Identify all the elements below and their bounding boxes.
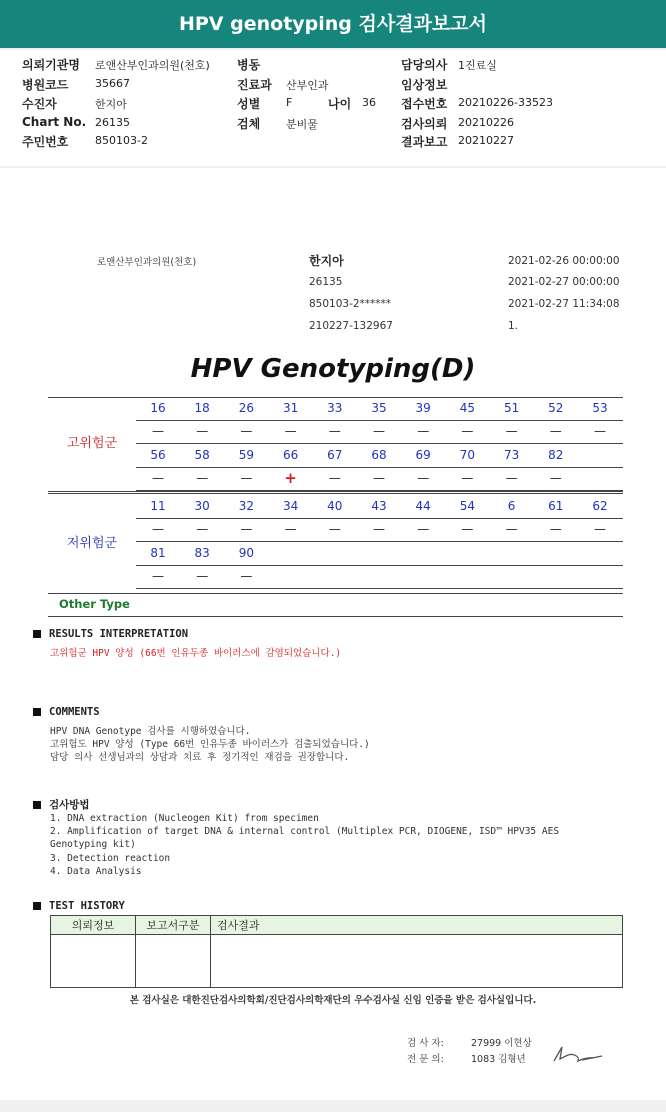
- negative-result-cell: —: [196, 569, 209, 583]
- negative-result-cell: —: [328, 522, 341, 536]
- hpv-type-cell: 51: [503, 401, 520, 415]
- negative-result-cell: —: [417, 471, 430, 485]
- patient-receipt: 210227-132967: [309, 320, 393, 332]
- hpv-type-cell: 73: [503, 448, 520, 462]
- hpv-type-cell: 61: [548, 499, 564, 513]
- date-reported: 2021-02-27 11:34:08: [508, 298, 620, 310]
- specimen-label: 검체: [237, 117, 261, 131]
- receipt-label: 접수번호: [401, 97, 448, 111]
- hpv-type-cell: 82: [548, 448, 564, 462]
- method-line-2: 2. Amplification of target DNA & internal control (Multiplex PCR, DIOGENE, ISD™ HPV35 AES: [50, 826, 560, 837]
- patient-rrn: 850103-2******: [309, 298, 392, 310]
- hpv-type-cell: 33: [327, 401, 343, 415]
- negative-result-cell: —: [505, 424, 518, 438]
- history-heading: TEST HISTORY: [33, 900, 125, 912]
- negative-result-cell: —: [328, 471, 341, 485]
- hpv-type-cell: 45: [459, 401, 476, 415]
- negative-result-cell: —: [328, 424, 341, 438]
- patient-label: 수진자: [22, 97, 57, 111]
- square-bullet-icon: [33, 902, 41, 910]
- hpv-type-cell: 70: [459, 448, 476, 462]
- hpv-type-cell: 40: [327, 499, 343, 513]
- negative-result-cell: —: [152, 569, 164, 583]
- rrn-value: 850103-2: [95, 134, 148, 147]
- ward-label: 병동: [237, 58, 261, 72]
- hpv-type-cell: 6: [507, 499, 516, 513]
- negative-result-cell: —: [240, 569, 253, 583]
- date-collected: 2021-02-26 00:00:00: [508, 255, 620, 267]
- hpv-type-cell: 62: [592, 499, 608, 513]
- hpv-type-cell: 18: [194, 401, 210, 415]
- negative-result-cell: —: [417, 424, 430, 438]
- clinical-label: 임상정보: [401, 78, 448, 92]
- results-text: 고위험군 HPV 양성 (66번 인유두종 바이러스에 감염되었습니다.): [50, 648, 342, 659]
- age-value: 36: [362, 96, 376, 109]
- method-line-5: 4. Data Analysis: [50, 866, 142, 877]
- specimen-value: 분비물: [286, 118, 318, 131]
- hpv-type-cell: 58: [194, 448, 210, 462]
- doctor-label: 담당의사: [401, 58, 448, 72]
- hpv-type-cell: 26: [238, 401, 255, 415]
- negative-result-cell: —: [240, 471, 253, 485]
- rrn-label: 주민번호: [22, 135, 69, 149]
- hpv-type-cell: 39: [415, 401, 431, 415]
- hpv-type-cell: 66: [282, 448, 299, 462]
- date-received: 2021-02-27 00:00:00: [508, 276, 620, 288]
- institution-label: 의뢰기관명: [22, 58, 80, 72]
- square-bullet-icon: [33, 801, 41, 809]
- receipt-value: 20210226-33523: [458, 96, 553, 109]
- negative-result-cell: —: [461, 424, 474, 438]
- negative-result-cell: —: [594, 424, 606, 438]
- hpv-type-cell: 52: [548, 401, 564, 415]
- comments-line-1: HPV DNA Genotype 검사를 시행하였습니다.: [50, 726, 251, 737]
- dept-value: 산부인과: [286, 79, 329, 92]
- other-type-label: Other Type: [59, 597, 130, 611]
- examiner-value: 27999 이현상: [471, 1038, 532, 1049]
- chart-value: 26135: [95, 116, 130, 129]
- hospital-code-label: 병원코드: [22, 78, 69, 92]
- report-label: 결과보고: [401, 135, 448, 149]
- high-risk-group-label: 고위험군: [66, 436, 118, 451]
- signature-image: [552, 1041, 608, 1067]
- negative-result-cell: —: [196, 522, 209, 536]
- hpv-type-cell: 35: [371, 401, 387, 415]
- genotype-table: [48, 397, 623, 619]
- dept-label: 진료과: [237, 78, 272, 92]
- results-heading: RESULTS INTERPRETATION: [33, 628, 188, 640]
- hospital-code-value: 35667: [95, 77, 130, 90]
- negative-result-cell: —: [196, 471, 209, 485]
- chart-label: Chart No.: [22, 115, 87, 129]
- square-bullet-icon: [33, 708, 41, 716]
- request-value: 20210226: [458, 116, 514, 129]
- hpv-type-cell: 11: [150, 499, 166, 513]
- hpv-type-cell: 67: [327, 448, 343, 462]
- negative-result-cell: —: [373, 471, 385, 485]
- negative-result-cell: —: [152, 471, 164, 485]
- method-line-1: 1. DNA extraction (Nucleogen Kit) from specimen: [50, 813, 319, 824]
- negative-result-cell: —: [549, 424, 562, 438]
- comments-line-3: 담당 의사 선생님과의 상담과 치료 후 정기적인 재검을 권장합니다.: [50, 752, 350, 763]
- patient-name: 한지아: [309, 254, 344, 268]
- negative-result-cell: —: [417, 522, 430, 536]
- method-heading: 검사방법: [33, 797, 90, 812]
- report-paper: [0, 168, 666, 1100]
- sequence-number: 1.: [508, 320, 519, 332]
- institution-value: 로앤산부인과의원(천호): [95, 59, 210, 72]
- specialist-label: 전 문 의:: [407, 1054, 444, 1065]
- hpv-type-cell: 54: [459, 499, 476, 513]
- page-footer-band: [0, 1100, 666, 1112]
- group-divider: [48, 491, 623, 494]
- hpv-type-cell: 43: [371, 499, 387, 513]
- hpv-type-cell: 81: [150, 546, 166, 560]
- method-line-4: 3. Detection reaction: [50, 853, 171, 864]
- doctor-value: 1진료실: [458, 59, 497, 72]
- square-bullet-icon: [33, 630, 41, 638]
- hpv-type-cell: 30: [194, 499, 210, 513]
- history-table: [50, 915, 623, 988]
- negative-result-cell: —: [549, 471, 562, 485]
- negative-result-cell: —: [373, 424, 385, 438]
- hpv-type-cell: 59: [238, 448, 255, 462]
- negative-result-cell: —: [284, 522, 297, 536]
- method-line-3: Genotyping kit): [50, 839, 136, 850]
- low-risk-group-label: 저위험군: [66, 536, 118, 551]
- negative-result-cell: —: [284, 424, 297, 438]
- hpv-type-cell: 68: [371, 448, 387, 462]
- sex-value: F: [286, 96, 293, 109]
- negative-result-cell: —: [152, 424, 164, 438]
- hpv-type-cell: 34: [282, 499, 299, 513]
- negative-result-cell: —: [461, 471, 474, 485]
- hpv-type-cell: 53: [592, 401, 608, 415]
- history-col-result: 검사결과: [211, 916, 623, 935]
- history-col-request: 의뢰정보: [51, 916, 136, 935]
- negative-result-cell: —: [373, 522, 385, 536]
- negative-result-cell: —: [196, 424, 209, 438]
- hpv-type-cell: 44: [415, 499, 431, 513]
- report-main-title: HPV Genotyping(D): [190, 354, 476, 384]
- age-label: 나이: [328, 97, 352, 111]
- negative-result-cell: —: [461, 522, 474, 536]
- hpv-type-cell: 83: [194, 546, 210, 560]
- history-col-report-type: 보고서구분: [136, 916, 211, 935]
- request-label: 검사의뢰: [401, 117, 448, 131]
- patient-chart: 26135: [309, 276, 343, 288]
- hpv-type-cell: 90: [238, 546, 255, 560]
- hpv-type-cell: 16: [150, 401, 166, 415]
- comments-heading: COMMENTS: [33, 706, 100, 718]
- negative-result-cell: —: [505, 471, 518, 485]
- hpv-type-cell: 69: [415, 448, 431, 462]
- negative-result-cell: —: [240, 424, 253, 438]
- negative-result-cell: —: [240, 522, 253, 536]
- hpv-type-cell: 31: [282, 401, 299, 415]
- report-header: [0, 50, 666, 166]
- specialist-value: 1083 김형년: [471, 1054, 526, 1065]
- negative-result-cell: —: [505, 522, 518, 536]
- hpv-type-cell: 32: [238, 499, 255, 513]
- report-title-bar: HPV genotyping 검사결과보고서: [0, 0, 666, 48]
- negative-result-cell: —: [594, 522, 606, 536]
- sex-label: 성별: [237, 97, 261, 111]
- negative-result-cell: —: [549, 522, 562, 536]
- negative-result-cell: —: [152, 522, 164, 536]
- clinic-name: 로앤산부인과의원(천호): [97, 257, 197, 268]
- positive-result-cell: +: [284, 469, 297, 487]
- report-value: 20210227: [458, 134, 514, 147]
- comments-line-2: 고위험도 HPV 양성 (Type 66번 인유두종 바이러스가 검출되었습니다.): [50, 739, 370, 750]
- patient-value: 한지아: [95, 98, 127, 111]
- examiner-label: 검 사 자:: [407, 1038, 444, 1049]
- table-top-rule: [48, 397, 623, 398]
- hpv-type-cell: 56: [150, 448, 166, 462]
- certification-statement: 본 검사실은 대한진단검사의학회/진단검사의학재단의 우수검사실 신임 인증을 받은 검사실입니다.: [129, 995, 537, 1006]
